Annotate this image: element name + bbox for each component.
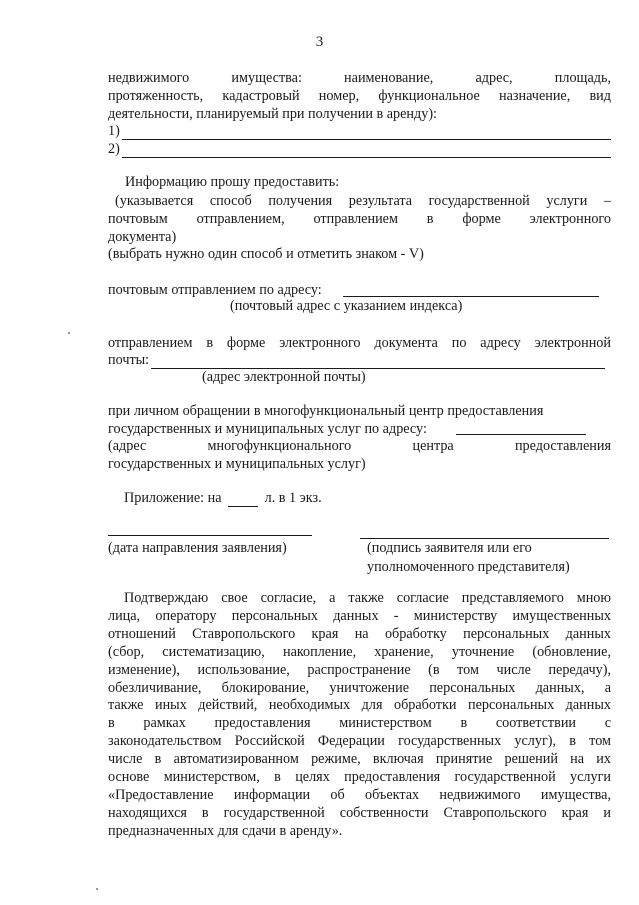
property-item-1-field[interactable] xyxy=(122,126,611,140)
consent-line: в рамках предоставления министерством в соответствии с xyxy=(108,715,611,732)
consent-line: также иных действий, необходимых для обработки персональных данных xyxy=(108,697,611,714)
property-item-2-field[interactable] xyxy=(122,144,611,158)
property-info-line-2: протяженность, кадастровый номер, функциональное назначение, вид xyxy=(108,88,611,104)
signature-caption-line-2: уполномоченного представителя) xyxy=(367,559,570,575)
attachment-suffix: л. в 1 экз. xyxy=(264,490,322,506)
mfc-address-field[interactable] xyxy=(456,434,586,435)
mfc-line-2: государственных и муниципальных услуг по адресу: xyxy=(108,421,427,437)
postal-address-field[interactable] xyxy=(343,296,599,297)
email-address-field[interactable] xyxy=(151,355,605,369)
property-item-2-row xyxy=(108,141,611,158)
date-field[interactable] xyxy=(108,535,312,536)
email-row xyxy=(108,352,605,369)
scan-speck xyxy=(68,332,70,334)
property-item-1-label: 1) xyxy=(108,123,120,139)
consent-line: (сбор, систематизацию, накопление, хранение, уточнение (обновление, xyxy=(108,643,611,660)
consent-line: основе министерством, в целях предоставления государственной услуги xyxy=(108,769,611,785)
mfc-line-1: при личном обращении в многофункциональный центр предоставления xyxy=(108,403,544,419)
consent-line: обезличивание, блокирование, уничтожение персональных данных, а xyxy=(108,679,611,696)
delivery-note-line-1: (указывается способ получения результата государственной услуги – xyxy=(115,193,611,209)
postal-label: почтовым отправлением по адресу: xyxy=(108,282,322,298)
consent-line: законодательством Российской Федерации государственных услуг), в том xyxy=(108,733,611,750)
mfc-caption-line-2: государственных и муниципальных услуг) xyxy=(108,456,366,472)
delivery-heading: Информацию прошу предоставить: xyxy=(125,174,340,190)
consent-line: отношений Ставропольского края на обработку персональных данных xyxy=(108,625,611,642)
property-item-1-row xyxy=(108,123,611,140)
consent-line: «Предоставление информации об объектах недвижимого имущества, xyxy=(108,786,611,803)
postal-caption: (почтовый адрес с указанием индекса) xyxy=(230,298,463,314)
mfc-caption-line-1: (адрес многофункционального центра предоставления xyxy=(108,438,611,454)
attachment-pages-field[interactable] xyxy=(228,493,258,507)
email-caption: (адрес электронной почты) xyxy=(202,369,366,385)
consent-line: числе в автоматизированном режиме, включая принятие решений на их xyxy=(108,751,611,768)
consent-line: лица, оператору персональных данных - министерству имущественных xyxy=(108,607,611,624)
delivery-choose-note: (выбрать нужно один способ и отметить знаком - V) xyxy=(108,246,424,262)
signature-caption-line-1: (подпись заявителя или его xyxy=(367,540,532,556)
consent-line: находящихся в государственной собственности Ставропольского края и xyxy=(108,804,611,821)
property-info-line-1: недвижимого имущества: наименование, адрес, площадь, xyxy=(108,70,611,86)
consent-last-line: предназначенных для сдачи в аренду». xyxy=(108,822,343,839)
scan-speck xyxy=(96,888,98,890)
property-info-line-3: деятельности, планируемый при получении в аренду): xyxy=(108,106,437,122)
property-item-2-label: 2) xyxy=(108,141,120,157)
email-label: почты: xyxy=(108,352,150,368)
attachment-prefix: Приложение: на xyxy=(124,490,222,506)
delivery-note-line-2: почтовым отправлением, отправлением в форме электронного xyxy=(108,211,611,227)
attachment-row xyxy=(124,490,322,507)
page-number: 3 xyxy=(315,34,324,50)
signature-field[interactable] xyxy=(360,538,609,539)
consent-line: изменение), использование, распространение (в том числе передачу), xyxy=(108,661,611,678)
delivery-note-line-3: документа) xyxy=(108,229,177,245)
email-line-1: отправлением в форме электронного документа по адресу электронной xyxy=(108,335,611,351)
consent-line: Подтверждаю свое согласие, а также согласие представляемого мною xyxy=(124,590,611,606)
date-caption: (дата направления заявления) xyxy=(108,540,287,556)
